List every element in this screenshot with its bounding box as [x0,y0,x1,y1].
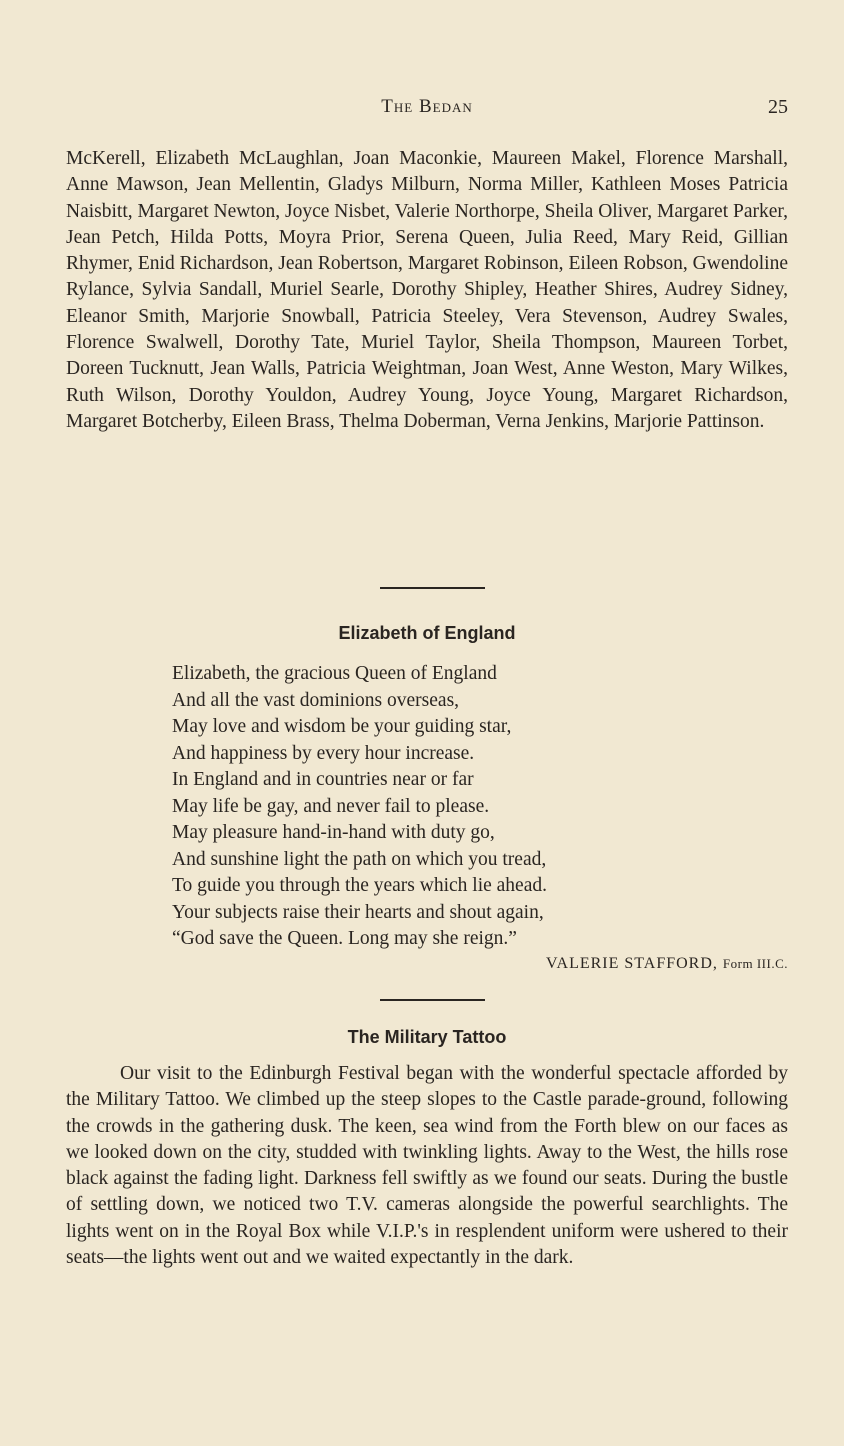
poem-line: In England and in countries near or far [172,769,474,790]
poem-line: To guide you through the years which lie ahead. [172,875,547,896]
article-body: Our visit to the Edinburgh Festival began with the wonderful spectacle afforded by the Military Tattoo. We climbed up the steep slopes to the Castle parade-ground, following the crowds in the gathering dusk. The keen, sea wind from the Forth blew on our faces as we looked down on the city, studded with twinkling lights. Away to the West, the hills rose black against the fading light. Darkness fell swiftly as we found our seats. During the bustle of settling down, we noticed two T.V. cameras alongside the powerful searchlights. The lights went on in the Royal Box while V.I.P.'s in resplendent uniform were ushered to their seats—the lights went out and we waited expectantly in the dark. [66,1063,788,1269]
poem-line: Your subjects raise their hearts and shout again, [172,901,544,923]
poem-author-form: Form III.C. [722,956,788,971]
article-title: The Military Tattoo [347,1027,507,1047]
section-divider [380,587,485,589]
poem-line: And happiness by every hour increase. [172,742,475,764]
poem-signature [546,955,788,973]
poem-line: “God save the Queen. Long may she reign.” [172,928,517,949]
poem-title: Elizabeth of England [338,623,516,643]
poem [172,661,772,953]
poem-line: May love and wisdom be your guiding star, [172,716,512,737]
poem-line: Elizabeth, the gracious Queen of England [172,663,497,684]
page-number: 25 [768,96,788,118]
section-divider [380,999,485,1001]
poem-line: And sunshine light the path on which you tread, [172,848,547,870]
poem-author: VALERIE STAFFORD, [546,955,718,972]
poem-line: May pleasure hand-in-hand with duty go, [172,822,495,843]
running-head [66,96,788,124]
poem-line: May life be gay, and never fail to please. [172,795,490,817]
running-title: The Bedan [381,96,473,117]
names-paragraph: McKerell, Elizabeth McLaughlan, Joan Maconkie, Maureen Makel, Florence Marshall, Anne Mawson, Jean Mellentin, Gladys Milburn, Norma Miller, Kathleen Moses Patricia Naisbitt, Margaret Newton, Joyce Nisbet, Valerie Northorpe, Sheila Oliver, Margaret Parker, Jean Petch, Hilda Potts, Moyra Prior, Serena Queen, Julia Reed, Mary Reid, Gillian Rhymer, Enid Richardson, Jean Robertson, Margaret Robinson, Eileen Robson, Gwendoline Rylance, Sylvia Sandall, Muriel Searle, Dorothy Shipley, Heather Shires, Audrey Sidney, Eleanor Smith, Marjorie Snowball, Patricia Steeley, Vera Stevenson, Audrey Swales, Florence Swalwell, Dorothy Tate, Muriel Taylor, Sheila Thompson, Maureen Torbet, Doreen Tucknutt, Jean Walls, Patricia Weightman, Joan West, Anne Weston, Mary Wilkes, Ruth Wilson, Dorothy Youldon, Audrey Young, Joyce Young, Margaret Richardson, Margaret Botcherby, Eileen Brass, Thelma Doberman, Verna Jenkins, Marjorie Pattinson. [66,148,788,432]
poem-line: And all the vast dominions overseas, [172,689,460,711]
